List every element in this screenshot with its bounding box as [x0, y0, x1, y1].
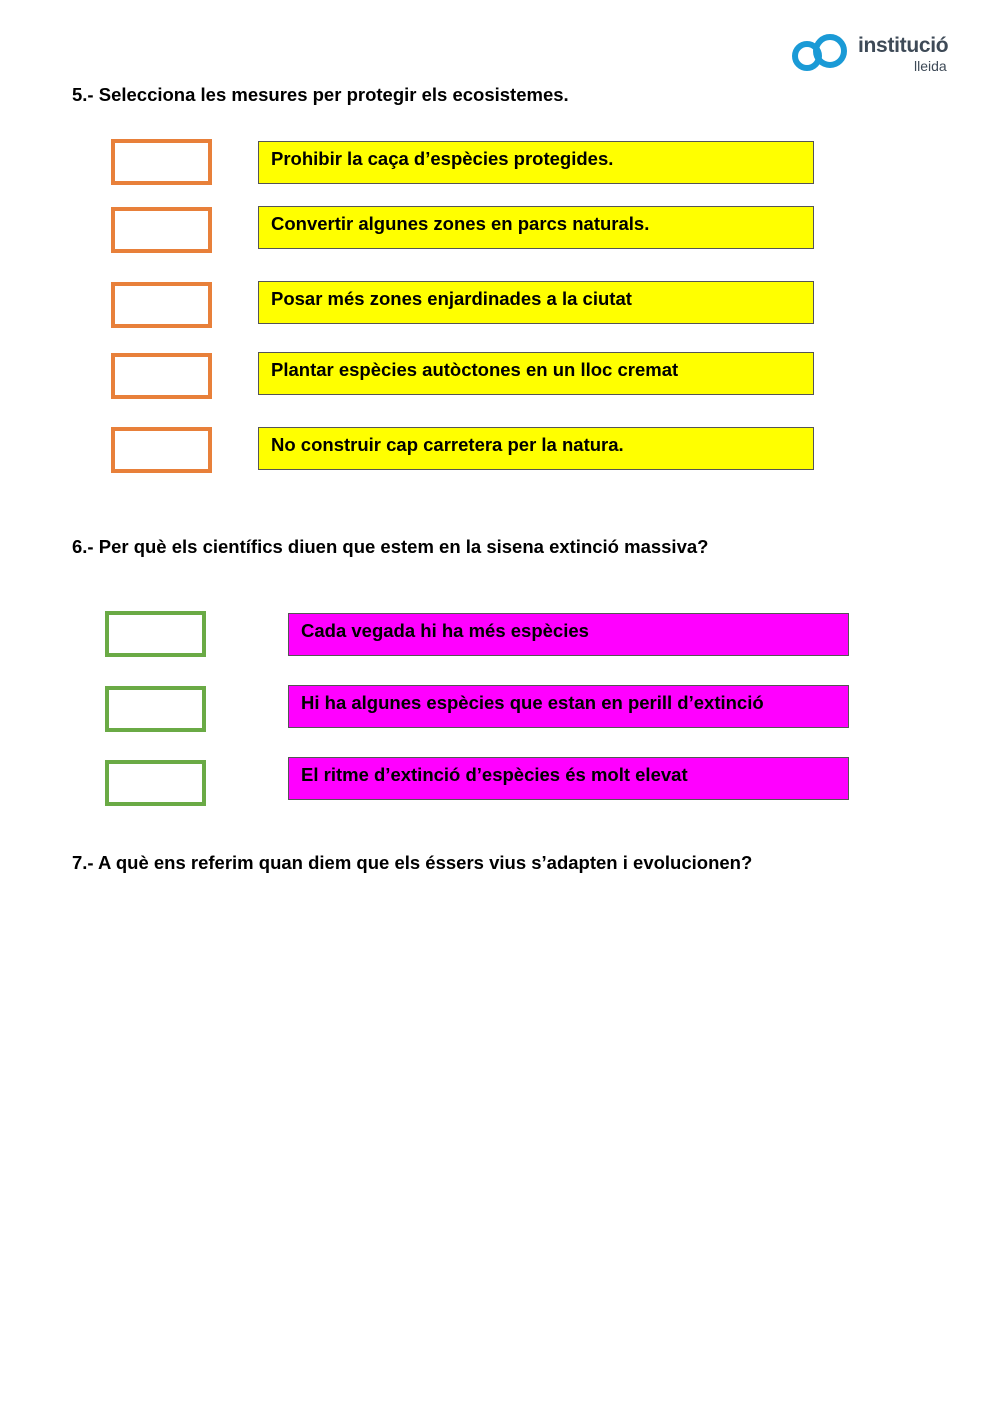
q6-answer-box-2[interactable]	[105, 686, 206, 732]
logo-brand-main: institució	[858, 34, 949, 57]
q5-option-1[interactable]: Prohibir la caça d’espècies protegides.	[258, 141, 814, 184]
institucio-lleida-logo	[790, 32, 950, 76]
logo-brand-sub: lleida	[914, 58, 947, 74]
q6-option-3[interactable]: El ritme d’extinció d’espècies és molt elevat	[288, 757, 849, 800]
q6-answer-box-3[interactable]	[105, 760, 206, 806]
question-5-title: 5.- Selecciona les mesures per protegir els ecosistemes.	[72, 84, 569, 105]
q5-answer-box-4[interactable]	[111, 353, 212, 399]
q5-option-5[interactable]: No construir cap carretera per la natura.	[258, 427, 814, 470]
q5-option-2[interactable]: Convertir algunes zones en parcs naturals.	[258, 206, 814, 249]
q6-answer-box-1[interactable]	[105, 611, 206, 657]
q5-answer-box-5[interactable]	[111, 427, 212, 473]
q5-option-4[interactable]: Plantar espècies autòctones en un lloc cremat	[258, 352, 814, 395]
institucio-logo-icon	[790, 32, 852, 74]
q6-option-2[interactable]: Hi ha algunes espècies que estan en perill d’extinció	[288, 685, 849, 728]
q5-answer-box-2[interactable]	[111, 207, 212, 253]
q6-option-1[interactable]: Cada vegada hi ha més espècies	[288, 613, 849, 656]
question-7-title: 7.- A què ens referim quan diem que els éssers vius s’adapten i evolucionen?	[72, 852, 753, 873]
q5-answer-box-1[interactable]	[111, 139, 212, 185]
question-6-title: 6.- Per què els científics diuen que estem en la sisena extinció massiva?	[72, 536, 709, 557]
q5-option-3[interactable]: Posar més zones enjardinades a la ciutat	[258, 281, 814, 324]
q5-answer-box-3[interactable]	[111, 282, 212, 328]
